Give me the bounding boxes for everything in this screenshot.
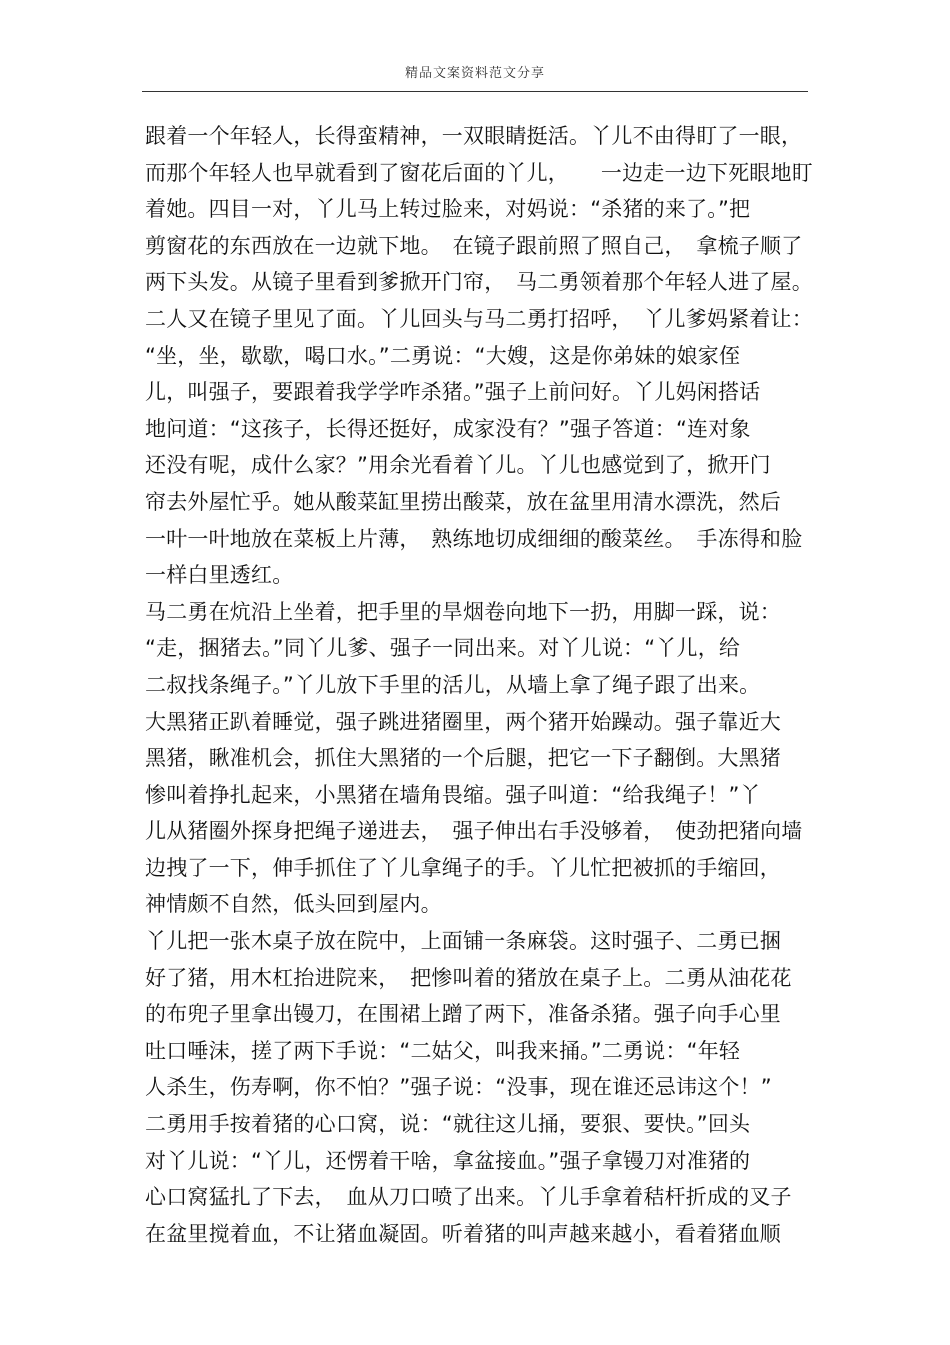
text-line: “走，捆猪去。”同丫儿爹、强子一同出来。对丫儿说：“丫儿，给 <box>145 636 741 661</box>
text-line: 惨叫着挣扎起来，小黑猪在墙角畏缩。强子叫道：“给我绳子！”丫 <box>145 782 761 807</box>
page-header: 精品文案资料范文分享 <box>404 66 545 81</box>
text-line: 一样白里透红。 <box>145 563 294 588</box>
text-line: 吐口唾沫，搓了两下手说：“二姑父，叫我来捅。”二勇说：“年轻 <box>145 1038 741 1063</box>
text-line: 在盆里搅着血，不让猪血凝固。听着猪的叫声越来越小，看着猪血顺 <box>145 1221 781 1246</box>
text-line: 帘去外屋忙乎。她从酸菜缸里捞出酸菜，放在盆里用清水漂洗，然后 <box>145 489 781 514</box>
text-line: 黑猪，瞅准机会，抓住大黑猪的一个后腿，把它一下子翻倒。大黑猪 <box>145 746 781 771</box>
text-line: 二勇用手按着猪的心口窝，说：“就往这儿捅，要狠、要快。”回头 <box>145 1112 751 1137</box>
text-line: 边拽了一下，伸手抓住了丫儿拿绳子的手。丫儿忙把被抓的手缩回， <box>145 855 781 880</box>
text-line: 对丫儿说：“丫儿，还愣着干啥，拿盆接血。”强子拿镘刀对准猪的 <box>145 1148 751 1173</box>
text-line: 两下头发。从镜子里看到爹掀开门帘， 马二勇领着那个年轻人进了屋。 <box>145 270 813 295</box>
text-line: 剪窗花的东西放在一边就下地。 在镜子跟前照了照自己， 拿梳子顺了 <box>145 233 803 258</box>
text-line: 好了猪，用木杠抬进院来， 把惨叫着的猪放在桌子上。二勇从油花花 <box>145 965 792 990</box>
text-line: 儿从猪圈外探身把绳子递进去， 强子伸出右手没够着， 使劲把猪向墙 <box>145 819 803 844</box>
text-line: 一叶一叶地放在菜板上片薄， 熟练地切成细细的酸菜丝。 手冻得和脸 <box>145 526 803 551</box>
text-line: 二人又在镜子里见了面。丫儿回头与马二勇打招呼， 丫儿爹妈紧着让： <box>145 306 813 331</box>
text-line: 地问道：“这孩子，长得还挺好，成家没有？”强子答道：“连对象 <box>145 416 751 441</box>
text-line: 二叔找条绳子。”丫儿放下手里的活儿，从墙上拿了绳子跟了出来。 <box>145 672 761 697</box>
text-line: 马二勇在炕沿上坐着，把手里的旱烟卷向地下一扔，用脚一踩，说： <box>145 599 781 624</box>
text-line: 而那个年轻人也早就看到了窗花后面的丫儿， 一边走一边下死眼地盯 <box>145 160 813 185</box>
text-line: 跟着一个年轻人，长得蛮精神，一双眼睛挺活。丫儿不由得盯了一眼， <box>145 124 803 148</box>
text-line: 心口窝猛扎了下去， 血从刀口喷了出来。丫儿手拿着秸杆折成的叉子 <box>145 1185 792 1210</box>
text-line: 神情颇不自然，低头回到屋内。 <box>145 892 442 917</box>
text-line: 人杀生，伤寿啊，你不怕？”强子说：“没事，现在谁还忌讳这个！” <box>145 1075 772 1100</box>
text-line: 儿，叫强子，要跟着我学学咋杀猪。”强子上前问好。丫儿妈闲搭话 <box>145 380 761 405</box>
header-divider <box>142 91 808 92</box>
text-line: “坐，坐，歇歇，喝口水。”二勇说：“大嫂，这是你弟妹的娘家侄 <box>145 343 741 368</box>
text-line: 丫儿把一张木桌子放在院中，上面铺一条麻袋。这时强子、二勇已捆 <box>145 929 781 954</box>
text-line: 大黑猪正趴着睡觉，强子跳进猪圈里，两个猪开始躁动。强子靠近大 <box>145 709 781 734</box>
document-body <box>145 118 813 1252</box>
text-line: 还没有呢，成什么家？”用余光看着丫儿。丫儿也感觉到了，掀开门 <box>145 453 771 478</box>
text-line: 着她。四目一对，丫儿马上转过脸来，对妈说：“杀猪的来了。”把 <box>145 197 751 222</box>
text-line: 的布兜子里拿出镘刀，在围裙上蹭了两下，准备杀猪。强子向手心里 <box>145 1002 781 1027</box>
